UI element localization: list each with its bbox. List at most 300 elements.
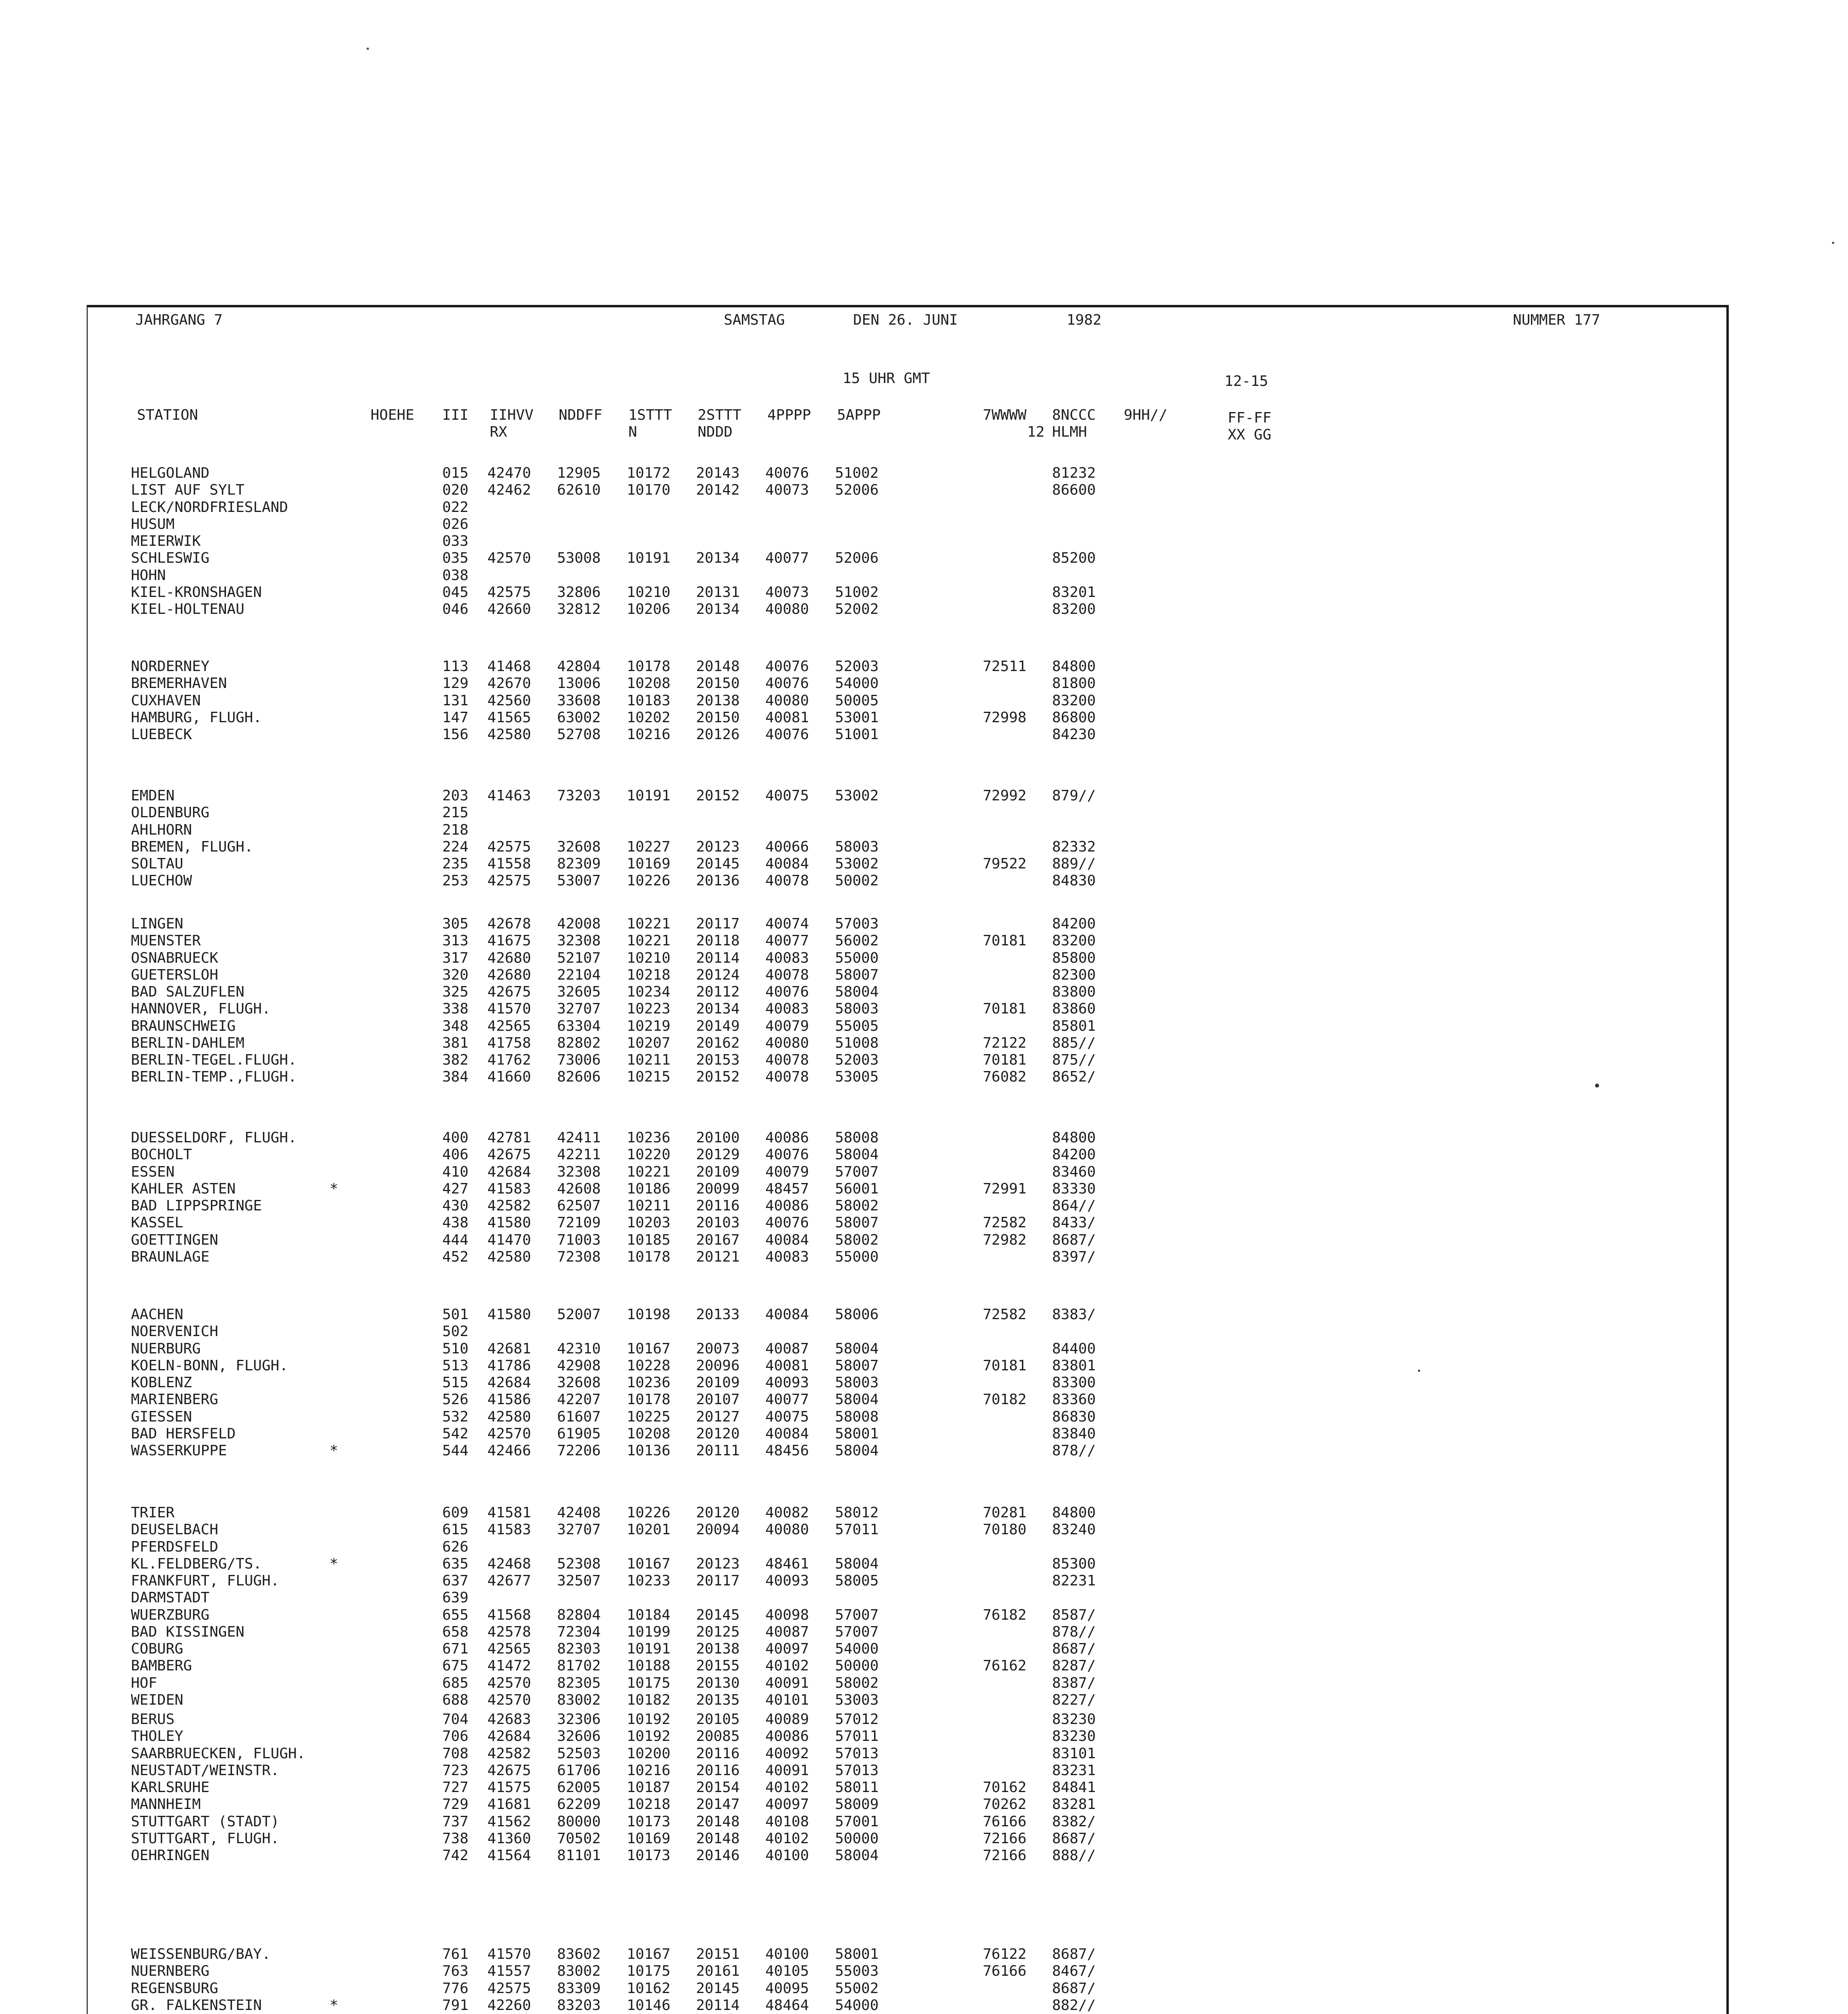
station-index: 381: [442, 1035, 469, 1051]
group-nddff: 12905: [557, 465, 601, 481]
group-4pppp: 40078: [765, 872, 809, 889]
station-name: EMDEN: [131, 787, 175, 804]
group-1sttt: 10208: [627, 675, 671, 692]
station-name: KASSEL: [131, 1214, 184, 1231]
station-name: BOCHOLT: [131, 1146, 192, 1163]
group-1sttt: 10223: [627, 1001, 671, 1017]
group-4pppp: 40078: [765, 1069, 809, 1085]
station-name: MANNHEIM: [131, 1796, 201, 1813]
group-iihvv: 41470: [487, 1232, 531, 1248]
observation-time: 15 UHR GMT: [843, 370, 930, 387]
station-index: 131: [442, 692, 469, 709]
station-index: 513: [442, 1357, 469, 1374]
group-1sttt: 10183: [627, 692, 671, 709]
date-label: DEN 26. JUNI: [853, 312, 958, 328]
group-4pppp: 40095: [765, 1980, 809, 1997]
group-5appp: 58001: [835, 1426, 879, 1442]
group-5appp: 55002: [835, 1980, 879, 1997]
group-2sttt: 20167: [696, 1232, 740, 1248]
station-index: 015: [442, 465, 469, 481]
group-5appp: 54000: [835, 1997, 879, 2014]
group-4pppp: 40091: [765, 1762, 809, 1779]
station-name: CUXHAVEN: [131, 692, 201, 709]
group-4pppp: 40084: [765, 1426, 809, 1442]
group-8nccc: 84230: [1052, 726, 1096, 743]
station-name: NORDERNEY: [131, 658, 210, 675]
group-2sttt: 20100: [696, 1129, 740, 1146]
weekday-label: SAMSTAG: [724, 312, 785, 328]
group-4pppp: 40081: [765, 1357, 809, 1374]
group-nddff: 72109: [557, 1214, 601, 1231]
col-1sttt: 1STTT: [628, 407, 672, 423]
group-4pppp: 40076: [765, 675, 809, 692]
group-iihvv: 42675: [487, 1762, 531, 1779]
group-2sttt: 20073: [696, 1341, 740, 1357]
group-1sttt: 10187: [627, 1779, 671, 1796]
group-1sttt: 10203: [627, 1214, 671, 1231]
page-frame: [87, 305, 1729, 2014]
group-1sttt: 10178: [627, 658, 671, 675]
station-name: BERLIN-TEGEL.FLUGH.: [131, 1052, 297, 1068]
col-iihvv-sub: RX: [490, 424, 508, 440]
group-7wwww: 72166: [983, 1847, 1027, 1864]
group-2sttt: 20118: [696, 932, 740, 949]
group-nddff: 62005: [557, 1779, 601, 1796]
station-index: 544: [442, 1442, 469, 1459]
group-2sttt: 20114: [696, 950, 740, 966]
group-5appp: 50002: [835, 872, 879, 889]
group-2sttt: 20116: [696, 1762, 740, 1779]
station-index: 791: [442, 1997, 469, 2014]
group-5appp: 58003: [835, 1001, 879, 1017]
station-name: TRIER: [131, 1504, 175, 1521]
group-1sttt: 10173: [627, 1813, 671, 1830]
group-8nccc: 85801: [1052, 1018, 1096, 1034]
group-1sttt: 10188: [627, 1658, 671, 1674]
station-name: NOERVENICH: [131, 1323, 218, 1340]
group-5appp: 58003: [835, 839, 879, 855]
group-nddff: 32605: [557, 984, 601, 1000]
station-name: THOLEY: [131, 1728, 184, 1745]
station-index: 035: [442, 550, 469, 566]
col-hoehe: HOEHE: [371, 407, 414, 423]
scan-speck: [1832, 242, 1834, 244]
station-index: 501: [442, 1306, 469, 1323]
group-4pppp: 40105: [765, 1963, 809, 1979]
group-8nccc: 83230: [1052, 1711, 1096, 1728]
station-index: 022: [442, 499, 469, 516]
group-2sttt: 20121: [696, 1249, 740, 1265]
group-5appp: 58004: [835, 1556, 879, 1572]
station-name: KIEL-KRONSHAGEN: [131, 584, 262, 601]
group-nddff: 62610: [557, 482, 601, 498]
station-index: 502: [442, 1323, 469, 1340]
mountain-marker: *: [329, 1181, 338, 1197]
group-5appp: 53002: [835, 856, 879, 872]
group-1sttt: 10146: [627, 1997, 671, 2014]
group-nddff: 83203: [557, 1997, 601, 2014]
group-4pppp: 40097: [765, 1641, 809, 1657]
group-7wwww: 76082: [983, 1069, 1027, 1085]
group-5appp: 51002: [835, 465, 879, 481]
group-8nccc: 83231: [1052, 1762, 1096, 1779]
group-5appp: 57003: [835, 916, 879, 932]
station-index: 410: [442, 1164, 469, 1180]
station-name: KOELN-BONN, FLUGH.: [131, 1357, 288, 1374]
group-nddff: 42908: [557, 1357, 601, 1374]
station-name: GOETTINGEN: [131, 1232, 218, 1248]
group-1sttt: 10211: [627, 1198, 671, 1214]
group-iihvv: 41558: [487, 856, 531, 872]
group-7wwww: 76162: [983, 1658, 1027, 1674]
issue-number: NUMMER 177: [1513, 312, 1600, 328]
group-5appp: 58007: [835, 1214, 879, 1231]
group-5appp: 57011: [835, 1728, 879, 1745]
group-iihvv: 41565: [487, 709, 531, 726]
group-2sttt: 20134: [696, 601, 740, 617]
group-4pppp: 48461: [765, 1556, 809, 1572]
group-1sttt: 10173: [627, 1847, 671, 1864]
group-4pppp: 40073: [765, 482, 809, 498]
group-iihvv: 42684: [487, 1728, 531, 1745]
group-8nccc: 83200: [1052, 692, 1096, 709]
group-4pppp: 40076: [765, 1214, 809, 1231]
station-index: 430: [442, 1198, 469, 1214]
group-7wwww: 70281: [983, 1504, 1027, 1521]
group-1sttt: 10192: [627, 1711, 671, 1728]
group-nddff: 70502: [557, 1830, 601, 1847]
group-2sttt: 20135: [696, 1692, 740, 1708]
group-nddff: 63002: [557, 709, 601, 726]
group-5appp: 53005: [835, 1069, 879, 1085]
station-name: HOF: [131, 1675, 157, 1691]
group-4pppp: 40086: [765, 1198, 809, 1214]
station-index: 045: [442, 584, 469, 601]
group-4pppp: 40102: [765, 1830, 809, 1847]
group-1sttt: 10167: [627, 1556, 671, 1572]
group-nddff: 83002: [557, 1692, 601, 1708]
group-iihvv: 41575: [487, 1779, 531, 1796]
group-8nccc: 84800: [1052, 1504, 1096, 1521]
group-5appp: 58004: [835, 1391, 879, 1408]
group-4pppp: 40100: [765, 1847, 809, 1864]
station-name: BAD LIPPSPRINGE: [131, 1198, 262, 1214]
group-nddff: 83309: [557, 1980, 601, 1997]
group-5appp: 58004: [835, 1442, 879, 1459]
col-iihvv: IIHVV: [490, 407, 534, 423]
group-4pppp: 40089: [765, 1711, 809, 1728]
station-index: 113: [442, 658, 469, 675]
group-8nccc: 84800: [1052, 658, 1096, 675]
group-7wwww: 72992: [983, 787, 1027, 804]
group-iihvv: 42260: [487, 1997, 531, 2014]
group-4pppp: 40102: [765, 1658, 809, 1674]
group-1sttt: 10185: [627, 1232, 671, 1248]
group-2sttt: 20134: [696, 1001, 740, 1017]
group-nddff: 32707: [557, 1001, 601, 1017]
group-iihvv: 42582: [487, 1198, 531, 1214]
volume-label: JAHRGANG 7: [135, 312, 223, 328]
group-8nccc: 8382/: [1052, 1813, 1096, 1830]
group-7wwww: 72998: [983, 709, 1027, 726]
col-ffff: FF-FF: [1228, 410, 1272, 426]
col-2sttt: 2STTT: [698, 407, 742, 423]
station-name: HOHN: [131, 567, 166, 584]
group-5appp: 54000: [835, 1641, 879, 1657]
group-4pppp: 40082: [765, 1504, 809, 1521]
station-name: MARIENBERG: [131, 1391, 218, 1408]
station-name: OLDENBURG: [131, 804, 210, 821]
group-8nccc: 83300: [1052, 1374, 1096, 1391]
station-index: 637: [442, 1573, 469, 1589]
group-1sttt: 10226: [627, 872, 671, 889]
station-index: 542: [442, 1426, 469, 1442]
mountain-marker: *: [329, 1556, 338, 1572]
group-8nccc: 83840: [1052, 1426, 1096, 1442]
group-iihvv: 41675: [487, 932, 531, 949]
station-name: NUERBURG: [131, 1341, 201, 1357]
group-1sttt: 10198: [627, 1306, 671, 1323]
group-iihvv: 42677: [487, 1573, 531, 1589]
station-index: 635: [442, 1556, 469, 1572]
station-name: KL.FELDBERG/TS.: [131, 1556, 262, 1572]
station-index: 224: [442, 839, 469, 855]
group-5appp: 55003: [835, 1963, 879, 1979]
group-1sttt: 10200: [627, 1745, 671, 1762]
group-5appp: 58005: [835, 1573, 879, 1589]
station-name: LIST AUF SYLT: [131, 482, 244, 498]
station-name: PFERDSFELD: [131, 1539, 218, 1555]
group-nddff: 32608: [557, 1374, 601, 1391]
group-nddff: 82309: [557, 856, 601, 872]
group-nddff: 42411: [557, 1129, 601, 1146]
station-index: 203: [442, 787, 469, 804]
group-2sttt: 20123: [696, 839, 740, 855]
group-nddff: 53008: [557, 550, 601, 566]
group-8nccc: 84841: [1052, 1779, 1096, 1796]
group-8nccc: 83281: [1052, 1796, 1096, 1813]
group-1sttt: 10221: [627, 932, 671, 949]
group-8nccc: 875//: [1052, 1052, 1096, 1068]
station-index: 615: [442, 1521, 469, 1538]
group-2sttt: 20147: [696, 1796, 740, 1813]
group-5appp: 57012: [835, 1711, 879, 1728]
group-5appp: 51008: [835, 1035, 879, 1051]
group-2sttt: 20120: [696, 1504, 740, 1521]
group-5appp: 53003: [835, 1692, 879, 1708]
group-2sttt: 20143: [696, 465, 740, 481]
station-index: 338: [442, 1001, 469, 1017]
group-2sttt: 20094: [696, 1521, 740, 1538]
station-name: STUTTGART, FLUGH.: [131, 1830, 280, 1847]
group-5appp: 50000: [835, 1658, 879, 1674]
station-index: 218: [442, 822, 469, 838]
group-nddff: 82606: [557, 1069, 601, 1085]
group-nddff: 61607: [557, 1409, 601, 1425]
group-8nccc: 879//: [1052, 787, 1096, 804]
group-2sttt: 20136: [696, 872, 740, 889]
group-iihvv: 42565: [487, 1641, 531, 1657]
group-1sttt: 10175: [627, 1963, 671, 1979]
group-1sttt: 10202: [627, 709, 671, 726]
group-8nccc: 85800: [1052, 950, 1096, 966]
group-nddff: 22104: [557, 967, 601, 983]
group-1sttt: 10233: [627, 1573, 671, 1589]
col-9hh: 9HH//: [1124, 407, 1168, 423]
group-iihvv: 41570: [487, 1946, 531, 1962]
scan-speck: [1595, 1084, 1599, 1088]
group-iihvv: 41568: [487, 1607, 531, 1623]
group-2sttt: 20145: [696, 1607, 740, 1623]
group-iihvv: 41580: [487, 1306, 531, 1323]
station-index: 671: [442, 1641, 469, 1657]
group-1sttt: 10167: [627, 1341, 671, 1357]
group-1sttt: 10218: [627, 967, 671, 983]
mountain-marker: *: [329, 1442, 338, 1459]
group-iihvv: 42570: [487, 550, 531, 566]
station-index: 129: [442, 675, 469, 692]
group-8nccc: 86800: [1052, 709, 1096, 726]
group-1sttt: 10218: [627, 1796, 671, 1813]
group-2sttt: 20130: [696, 1675, 740, 1691]
station-index: 688: [442, 1692, 469, 1708]
station-name: BREMERHAVEN: [131, 675, 227, 692]
group-8nccc: 864//: [1052, 1198, 1096, 1214]
station-name: DARMSTADT: [131, 1589, 210, 1606]
group-iihvv: 41660: [487, 1069, 531, 1085]
station-name: WEIDEN: [131, 1692, 184, 1708]
group-2sttt: 20138: [696, 692, 740, 709]
group-iihvv: 42570: [487, 1675, 531, 1691]
group-1sttt: 10210: [627, 584, 671, 601]
col-2sttt-sub: NDDD: [698, 424, 733, 440]
group-8nccc: 83330: [1052, 1181, 1096, 1197]
group-4pppp: 40092: [765, 1745, 809, 1762]
col-ffff-sub: XX GG: [1228, 427, 1272, 443]
group-iihvv: 42575: [487, 872, 531, 889]
station-index: 515: [442, 1374, 469, 1391]
group-1sttt: 10162: [627, 1980, 671, 1997]
station-name: HANNOVER, FLUGH.: [131, 1001, 271, 1017]
group-2sttt: 20127: [696, 1409, 740, 1425]
group-5appp: 58002: [835, 1232, 879, 1248]
group-nddff: 32608: [557, 839, 601, 855]
group-8nccc: 83200: [1052, 932, 1096, 949]
station-index: 384: [442, 1069, 469, 1085]
col-8nccc: 8NCCC: [1052, 407, 1096, 423]
group-iihvv: 42684: [487, 1164, 531, 1180]
group-iihvv: 42468: [487, 1556, 531, 1572]
group-2sttt: 20103: [696, 1214, 740, 1231]
station-name: REGENSBURG: [131, 1980, 218, 1997]
group-1sttt: 10192: [627, 1728, 671, 1745]
station-name: LECK/NORDFRIESLAND: [131, 499, 288, 516]
group-iihvv: 41758: [487, 1035, 531, 1051]
station-index: 348: [442, 1018, 469, 1034]
station-index: 704: [442, 1711, 469, 1728]
group-4pppp: 40076: [765, 1146, 809, 1163]
group-5appp: 51001: [835, 726, 879, 743]
group-2sttt: 20116: [696, 1198, 740, 1214]
group-nddff: 62209: [557, 1796, 601, 1813]
group-5appp: 58007: [835, 967, 879, 983]
group-4pppp: 40066: [765, 839, 809, 855]
group-4pppp: 40077: [765, 932, 809, 949]
group-4pppp: 40084: [765, 1306, 809, 1323]
station-name: OSNABRUECK: [131, 950, 218, 966]
group-4pppp: 40083: [765, 1001, 809, 1017]
group-iihvv: 41468: [487, 658, 531, 675]
group-iihvv: 42580: [487, 726, 531, 743]
station-index: 738: [442, 1830, 469, 1847]
station-index: 038: [442, 567, 469, 584]
col-8nccc-sub: HLMH: [1052, 424, 1087, 440]
station-index: 026: [442, 516, 469, 533]
group-nddff: 33608: [557, 692, 601, 709]
group-1sttt: 10226: [627, 1504, 671, 1521]
group-2sttt: 20131: [696, 584, 740, 601]
station-name: KIEL-HOLTENAU: [131, 601, 244, 617]
group-2sttt: 20148: [696, 658, 740, 675]
station-name: NUERNBERG: [131, 1963, 210, 1979]
col-1sttt-sub: N: [628, 424, 637, 440]
group-iihvv: 42675: [487, 984, 531, 1000]
group-2sttt: 20148: [696, 1830, 740, 1847]
station-index: 147: [442, 709, 469, 726]
group-8nccc: 885//: [1052, 1035, 1096, 1051]
group-2sttt: 20145: [696, 1980, 740, 1997]
group-2sttt: 20105: [696, 1711, 740, 1728]
group-7wwww: 70181: [983, 1001, 1027, 1017]
group-nddff: 13006: [557, 675, 601, 692]
group-iihvv: 42680: [487, 967, 531, 983]
station-index: 658: [442, 1624, 469, 1640]
group-5appp: 58011: [835, 1779, 879, 1796]
group-4pppp: 40076: [765, 465, 809, 481]
group-4pppp: 40080: [765, 692, 809, 709]
group-4pppp: 48456: [765, 1442, 809, 1459]
station-index: 215: [442, 804, 469, 821]
group-8nccc: 84830: [1052, 872, 1096, 889]
group-nddff: 81702: [557, 1658, 601, 1674]
group-7wwww: 76182: [983, 1607, 1027, 1623]
group-2sttt: 20120: [696, 1426, 740, 1442]
station-name: BAD KISSINGEN: [131, 1624, 244, 1640]
station-index: 742: [442, 1847, 469, 1864]
group-4pppp: 40093: [765, 1573, 809, 1589]
station-name: LUEBECK: [131, 726, 192, 743]
group-1sttt: 10216: [627, 726, 671, 743]
group-4pppp: 40077: [765, 1391, 809, 1408]
group-2sttt: 20154: [696, 1779, 740, 1796]
station-index: 406: [442, 1146, 469, 1163]
station-name: BREMEN, FLUGH.: [131, 839, 253, 855]
group-2sttt: 20116: [696, 1745, 740, 1762]
group-nddff: 82305: [557, 1675, 601, 1691]
group-4pppp: 40084: [765, 1232, 809, 1248]
group-7wwww: 72582: [983, 1306, 1027, 1323]
station-index: 452: [442, 1249, 469, 1265]
station-index: 033: [442, 533, 469, 549]
col-station: STATION: [137, 407, 198, 423]
group-2sttt: 20096: [696, 1357, 740, 1374]
station-name: BAMBERG: [131, 1658, 192, 1674]
group-nddff: 32308: [557, 932, 601, 949]
station-index: 526: [442, 1391, 469, 1408]
station-index: 708: [442, 1745, 469, 1762]
station-index: 510: [442, 1341, 469, 1357]
station-index: 313: [442, 932, 469, 949]
